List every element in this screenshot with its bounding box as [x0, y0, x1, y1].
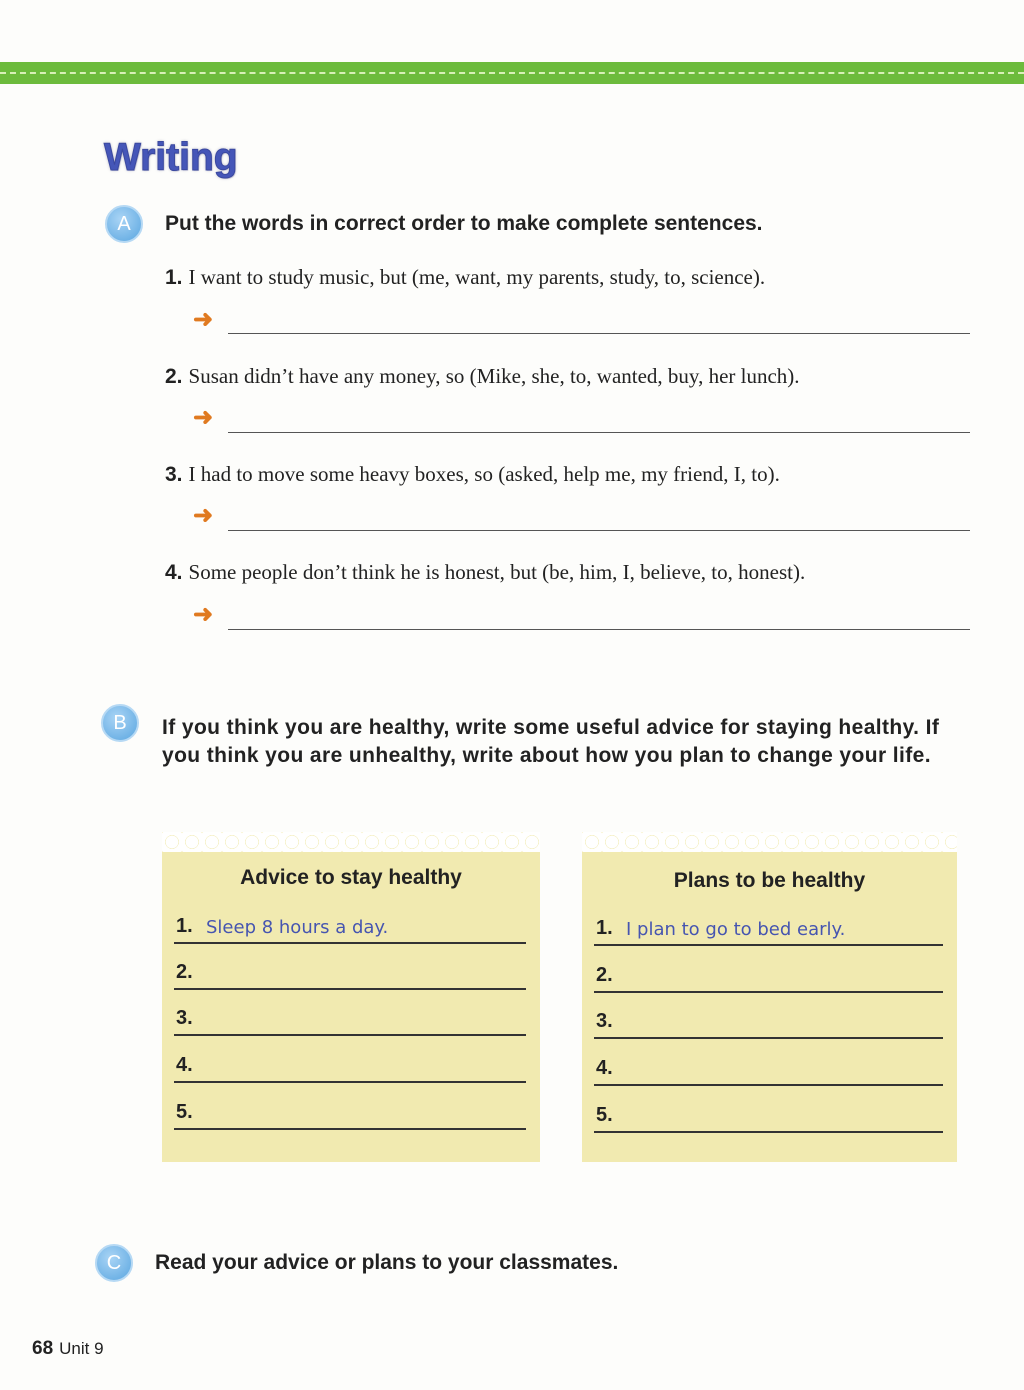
note-title: Plans to be healthy — [673, 869, 866, 892]
section-c-badge: C — [95, 1244, 133, 1282]
arrow-icon: ➜ — [193, 306, 214, 333]
note-line-3[interactable]: 3. — [174, 996, 526, 1036]
note-line-1[interactable]: 1. I plan to go to bed early. — [594, 906, 943, 946]
note-line-5[interactable]: 5. — [594, 1093, 943, 1133]
answer-line-1[interactable] — [228, 333, 970, 334]
note-line-2[interactable]: 2. — [594, 953, 943, 993]
answer-line-2[interactable] — [228, 432, 970, 433]
unit-label: Unit 9 — [59, 1339, 104, 1358]
arrow-icon: ➜ — [193, 601, 214, 628]
section-c-instruction: Read your advice or plans to your classmates. — [155, 1251, 619, 1274]
spiral-holes — [582, 832, 957, 852]
page-title: Writing — [104, 136, 238, 179]
note-line-1[interactable]: 1. Sleep 8 hours a day. — [174, 904, 526, 944]
arrow-icon: ➜ — [193, 404, 214, 431]
exercise-item-1: 1. I want to study music, but (me, want, my parents, study, to, science). — [165, 265, 766, 289]
section-a-instruction: Put the words in correct order to make complete sentences. — [165, 212, 763, 235]
note-title: Advice to stay healthy — [240, 866, 462, 889]
exercise-item-2: 2. Susan didn’t have any money, so (Mike, she, to, wanted, buy, her lunch). — [165, 364, 800, 388]
spiral-holes — [162, 832, 540, 852]
note-line-5[interactable]: 5. — [174, 1090, 526, 1130]
section-b-instruction: If you think you are healthy, write some useful advice for staying healthy. If you think you are unhealthy, write about how you plan to change your life. — [162, 716, 940, 767]
section-a-badge: A — [105, 205, 143, 243]
answer-line-3[interactable] — [228, 530, 970, 531]
page-number: 68 — [32, 1338, 54, 1359]
page-footer — [32, 1338, 104, 1360]
note-line-4[interactable]: 4. — [594, 1046, 943, 1086]
exercise-item-4: 4. Some people don’t think he is honest, but (be, him, I, believe, to, honest). — [165, 560, 806, 584]
note-line-4[interactable]: 4. — [174, 1043, 526, 1083]
answer-line-4[interactable] — [228, 629, 970, 630]
advice-note — [162, 832, 540, 1162]
note-line-3[interactable]: 3. — [594, 999, 943, 1039]
arrow-icon: ➜ — [193, 502, 214, 529]
note-line-2[interactable]: 2. — [174, 950, 526, 990]
plans-note — [582, 832, 957, 1162]
section-b-badge: B — [101, 704, 139, 742]
header-band — [0, 62, 1024, 84]
exercise-item-3: 3. I had to move some heavy boxes, so (asked, help me, my friend, I, to). — [165, 462, 780, 486]
